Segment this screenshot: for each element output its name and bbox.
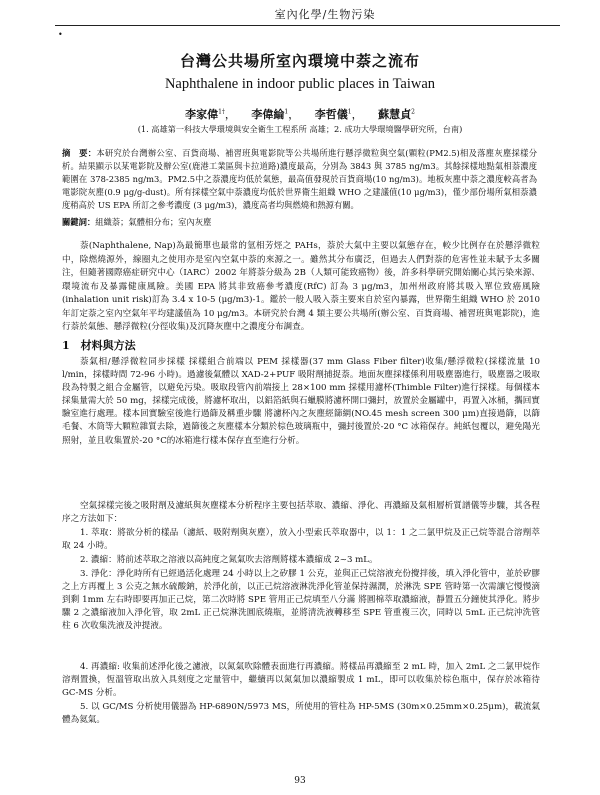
- affiliation: (1. 高雄第一科技大學環境與安全衛生工程系所 高雄；2. 成功大學環境醫學研究所，台南): [137, 124, 463, 134]
- abstract: [62, 147, 537, 212]
- author: 蘇慧貞$^2$: [378, 108, 415, 121]
- introduction-paragraph: 萘(Naphthalene, Nap)為最簡單也最常的氫相芳烴之 PAHs，萘於大氣中主要以氣態存在，較少比例存在於懸浮微粒中，除燃燒源外，線圈丸之使用亦是室內空氣中萘的來源之一。雖然其分布廣泛，但過去人們對萘的危害性並未賦予太多關注，但隨著國際癌症研究中心（IARC）2002 年將萘分級為 2B（人類可能致癌物）後，許多科學研究開始關心其污染來源、環境流布及暴露健康風險。美國 EPA 將其非致癌參考濃度(RfC) 訂為 3 μg/m3，加州州政府將其吸入單位致癌風險(inhalation unit risk)訂為 3.4 x 10-5 (μg/m3)-1。鑑於一般人吸入萘主要來自於室內暴露，世界衛生組織 WHO 於 2010 年訂定萘之室內空氣年平均建議值為 10 μg/m3。本研究於台灣 4 類主要公共場所(辦公室、百貨商場、補習班與電影院)，進行萘於氣態、懸浮微粒(分徑收集)及沉降灰塵中之濃度分布調查。: [62, 241, 540, 332]
- title-english: Naphthalene in indoor public places in Taiwan: [164, 76, 436, 92]
- keywords-label: 關鍵詞：: [62, 217, 96, 227]
- methods-step: 3. 淨化：淨化時所有已經過活化處理 24 小時以上之矽膠 1 公克，並與正己烷溶液充份攪拌後，填入淨化管中，並於矽膠之上方再覆上 3 公克之無水硫酸鈉，於淨化前，以正己烷溶液淋洗淨化管並保持濕潤，於淋洗 SPE 管時第一次需讓它慢慢滴到剩 1mm 左右時即要再加正己烷，第二次時將 SPE 管用正己烷填至八分滿 將圓棉萃取濃縮液，靜置五分鐘使其淨化。將步驟 2 之濃縮液加入淨化管，取 2mL 正己烷淋洗圓底燒瓶，並將清洗液轉移至 SPE 管重複三次，同時以 5mL 正己烷沖洗管柱 6 次收集洗液及沖提液。: [62, 569, 540, 632]
- title-chinese: 台灣公共場所室內環境中萘之流布: [179, 52, 420, 70]
- author: 李偉綸$^1$，: [251, 108, 300, 121]
- header-rule: [55, 25, 560, 26]
- methods-paragraph: 萘氣相/懸浮微粒同步採樣 採樣組合前端以 PEM 採樣器(37 mm Glass Fiber filter)收集/懸浮微粒(採樣流量 10 l/min，採樣時間 72-96 小時)。過濾後氣體以 XAD-2+PUF 吸附劑捕捉萘。地面灰塵採樣係利用吸塵器進行，吸塵器之吸取段為特製之組合金屬管，以避免污染。吸取段管內前端接上 28×100 mm 採樣用濾杯(Thimble Filter)進行採樣。每個樣本採集量需大於 50 mg，採樣完成後，將濾杯取出，以鋁箔紙與石蠟膜將濾杯開口彌封，放置於金屬罐中，再置入冰桶，攜回實驗室進行處理。樣本回實驗室後進行過篩及稱重步驟 將濾杯內之灰塵經篩網(NO.45 mesh screen 300 μm)直接過篩，以篩毛餐、木筒等大顆粒雜質去除，過篩後之灰塵樣本分類於棕色玻璃瓶中，彌封後置於-20 °C 冰箱保存。純紙包覆以，避免陽光照射，並且收集置於-20 °C的冰箱進行樣本保存直至進行分析。: [62, 357, 540, 446]
- author: 李哲儀$^1$，: [314, 108, 363, 121]
- abstract-label: 摘 要：: [62, 148, 97, 158]
- methods-paragraph: 空氣採樣完後之吸附劑及濾紙與灰塵樣本分析程序主要包括萃取、濃縮、淨化、再濃縮及氣相層析質譜儀等步驟，其各程序之方法如下：: [62, 501, 540, 525]
- author: 李家偉$^{1\dagger}$，: [185, 108, 236, 121]
- author-list: [0, 106, 600, 122]
- header-bullet: •: [58, 30, 63, 39]
- keywords: [62, 216, 537, 229]
- journal-section-header: 室內化學/生物污染: [274, 8, 376, 21]
- page-number: 93: [294, 776, 306, 786]
- methods-step: 5. 以 GC/MS 分析使用儀器為 HP-6890N/5973 MS，所使用的管柱為 HP-5MS (30m×0.25mm×0.25μm)，載流氣體為氦氣。: [62, 702, 540, 726]
- methods-step: 1. 萃取：將欲分析的樣品（濾紙、吸附劑與灰塵），放入小型索氏萃取器中，以 1：1 之二氯甲烷及正己烷等混合溶劑萃取 24 小時。: [62, 528, 540, 552]
- methods-step: 4. 再濃縮: 收集前述淨化後之濾液，以氮氣吹除體表面進行再濃縮。將樣品再濃縮至 2 mL 時，加入 2mL 之二氯甲烷作溶劑置換，恆溫管取出放入具刻度之定量管中，繼續再以氮氣加以濃縮製成 1 mL，即可以收集於棕色瓶中，保存於冰箱待 GC-MS 分析。: [62, 662, 540, 699]
- keywords-text: 組織萘；氣體相分布；室內灰塵: [95, 217, 212, 227]
- abstract-text: 本研究於台灣辦公室、百貨商場、補習班與電影院等公共場所進行懸浮微粒與空氣(顆粒(PM2.5)相及落塵灰塵採樣分析。結果顯示以某電影院及辦公室(鹿港工業區與卡拉道路)濃度最高，分別為 3843 與 3785 ng/m3。其餘採樣地點氣相萘濃度範圍在 378-2385 ng/m3。PM2.5中之萘濃度均低於氣態，最高值發現於百貨商場(10 ng/m3)。地板灰塵中萘之濃度較高者為電影院灰塵(0.9 μg/g-dust)。所有採樣空氣中萘濃度均低於世界衛生組織 WHO 之建議值(10 μg/m3)，僅少部份場所氣相萘濃度稍高於 US EPA 所訂之參考濃度 (3 μg/m3)，濃度高者均與燃燒和熱源有關。: [62, 148, 537, 210]
- section-heading: 1 材料與方法: [62, 339, 136, 352]
- methods-step: 2. 濃縮：將前述萃取之溶液以高純度之氮氣吹去溶劑將樣本濃縮成 2~3 mL。: [80, 555, 378, 565]
